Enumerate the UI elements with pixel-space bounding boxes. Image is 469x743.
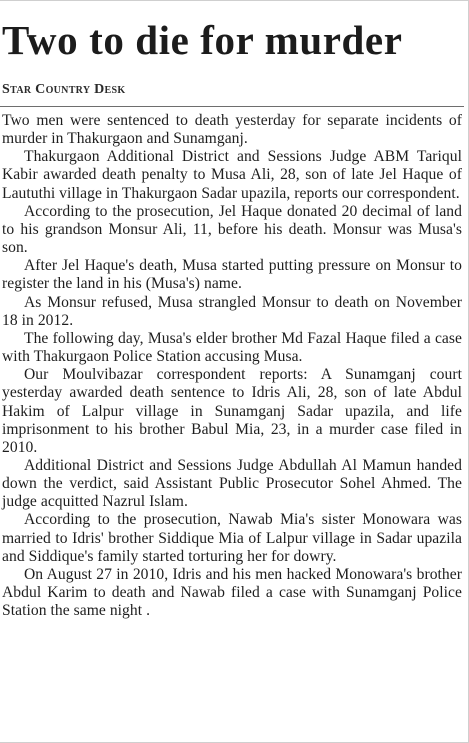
byline-divider [0,106,464,107]
article-paragraph: After Jel Haque's death, Musa started putting pressure on Monsur to register the land in his (Musa's) name. [2,257,462,293]
article-paragraph: According to the prosecution, Nawab Mia's sister Monowara was married to Idris' brother Siddique Mia of Lalpur village in Sadar upazila and Siddique's family started torturing her for dowry. [2,511,462,565]
article-paragraph: Our Moulvibazar correspondent reports: A Sunamganj court yesterday awarded death sentence to Idris Ali, 28, son of late Abdul Hakim of Lalpur village in Sunamganj Sadar upazila, and life imprisonment to his brother Babul Mia, 23, in a murder case filed in 2010. [2,366,462,456]
article-headline: Two to die for murder [2,17,403,63]
article-paragraph: On August 27 in 2010, Idris and his men hacked Monowara's brother Abdul Karim to death and Nawab filed a case with Sunamganj Police Station the same night . [2,565,462,620]
article-paragraph: Thakurgaon Additional District and Sessions Judge ABM Tariqul Kabir awarded death penalty to Musa Ali, 28, son of late Jel Haque of Laututhi village in Thakurgaon Sadar upazila, reports our correspondent. [2,148,462,202]
article-body [2,112,462,620]
article-paragraph: As Monsur refused, Musa strangled Monsur to death on November 18 in 2012. [2,293,462,329]
article-paragraph: The following day, Musa's elder brother Md Fazal Haque filed a case with Thakurgaon Police Station accusing Musa. [2,329,462,366]
article-paragraph: Additional District and Sessions Judge Abdullah Al Mamun handed down the verdict, said Assistant Public Prosecutor Sohel Ahmed. The judge acquitted Nazrul Islam. [2,456,462,511]
article-byline: Star Country Desk [2,82,126,97]
article-paragraph: According to the prosecution, Jel Haque donated 20 decimal of land to his grandson Monsur Ali, 11, before his death. Monsur was Musa's son. [2,202,462,257]
article-paragraph: Two men were sentenced to death yesterday for separate incidents of murder in Thakurgaon and Sunamganj. [2,112,462,148]
